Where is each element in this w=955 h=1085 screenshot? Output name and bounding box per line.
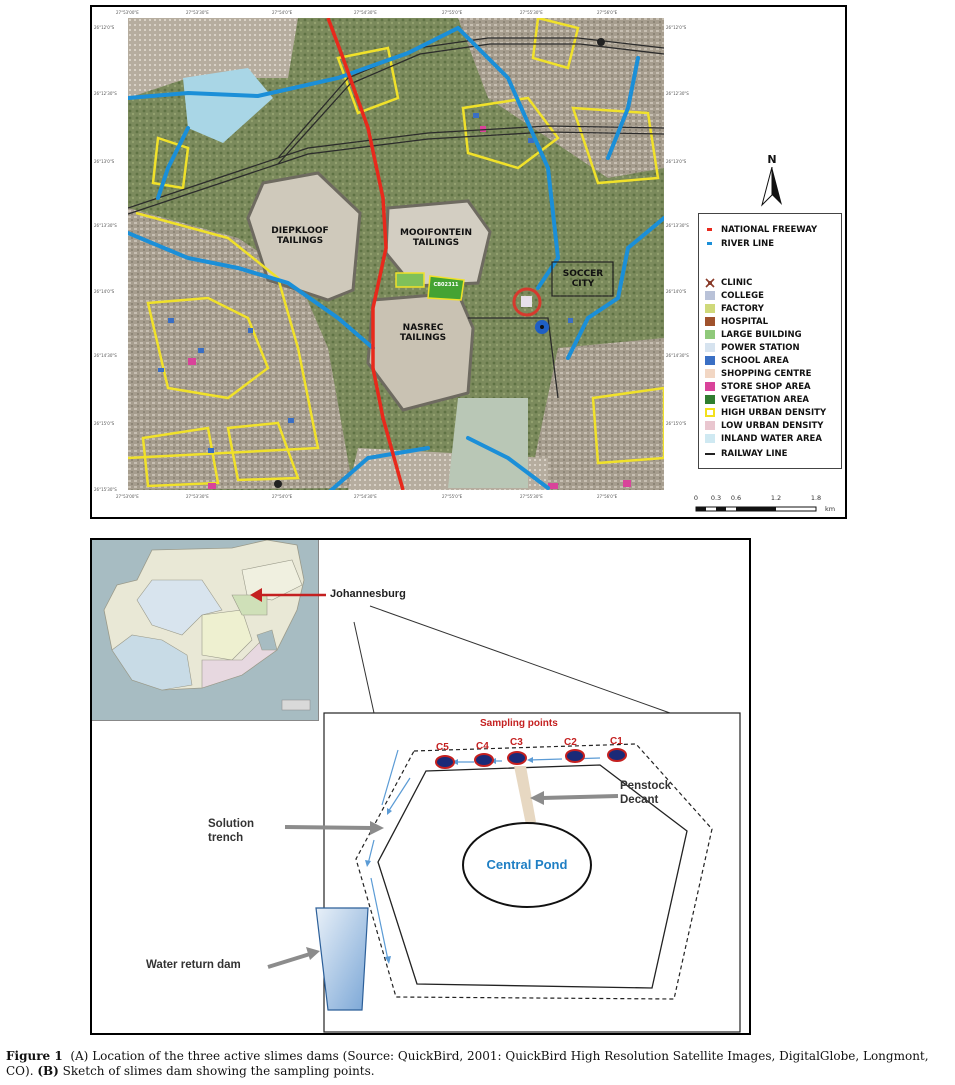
legend-item-factory (705, 303, 764, 314)
mooifontein-label-line2: TAILINGS (412, 238, 460, 248)
shopping-centre-swatch-icon (705, 369, 715, 378)
penstock-decant-label (620, 779, 671, 807)
figure-caption (6, 1049, 950, 1079)
soccer-city-label (554, 269, 612, 289)
low-urban-swatch-icon (705, 421, 715, 430)
sampling-point-c2: C2 (564, 737, 577, 748)
legend-item-inland-water-area (705, 433, 822, 444)
legend-item-shopping-centre (705, 368, 811, 379)
vegetation-swatch-icon (705, 395, 715, 404)
diepkloof-label-line2: TAILINGS (276, 236, 324, 246)
large-building-swatch-icon (705, 330, 715, 339)
map-legend (698, 213, 842, 469)
diepkloof-label-line1: DIEPKLOOF (271, 226, 329, 236)
coord-top-4: 27°54'30"E (354, 10, 377, 15)
scale-tick-0: 0 (693, 494, 699, 502)
legend-label: VEGETATION AREA (721, 394, 809, 405)
coord-top-2: 27°53'30"E (186, 10, 209, 15)
coord-bottom-3: 27°54'0"E (272, 494, 293, 499)
coord-left-3: 26°13'0"S (94, 159, 115, 164)
solution-label-line2: trench (208, 832, 244, 844)
legend-label: INLAND WATER AREA (721, 433, 822, 444)
legend-item-store-shop-area (705, 381, 811, 392)
scale-bar-graphic (692, 504, 842, 518)
legend-item-high-urban-density (705, 407, 826, 418)
coord-bottom-6: 27°55'30"E (520, 494, 543, 499)
sampling-point-c5: C5 (436, 742, 449, 753)
clinic-symbol-icon (705, 278, 715, 287)
coord-right-1: 26°12'0"S (666, 25, 687, 30)
legend-item-national-freeway (705, 224, 817, 235)
coord-top-3: 27°54'0"E (272, 10, 293, 15)
legend-item-railway-line (705, 448, 787, 459)
scale-tick-4: 1.8 (810, 494, 822, 502)
coord-bottom-7: 27°56'0"E (597, 494, 618, 499)
legend-label: FACTORY (721, 303, 764, 314)
penstock-label-line1: Penstock (620, 780, 672, 792)
coord-left-2: 26°12'30"S (94, 91, 117, 96)
hospital-swatch-icon (705, 317, 715, 326)
caption-text-a: Location of the three active slimes dams (Source: QuickBird, 2001: QuickBird High Resolution Satellite Images, DigitalGlobe, Longmont, CO). (6, 1049, 929, 1078)
legend-item-low-urban-density (705, 420, 823, 431)
coord-left-8: 26°15'30"S (94, 487, 117, 492)
mooifontein-label (396, 228, 476, 248)
coord-right-6: 26°14'30"S (666, 353, 689, 358)
north-arrow (760, 153, 784, 209)
solution-label-line1: Solution (208, 818, 254, 830)
legend-label: SCHOOL AREA (721, 355, 789, 366)
scale-tick-2: 0.6 (730, 494, 742, 502)
blue-line-icon (705, 239, 715, 248)
school-area-swatch-icon (705, 356, 715, 365)
store-shop-swatch-icon (705, 382, 715, 391)
sampling-points-title: Sampling points (480, 718, 558, 729)
coord-top-7: 27°56'0"E (597, 10, 618, 15)
diepkloof-label (260, 226, 340, 246)
legend-label: LARGE BUILDING (721, 329, 802, 340)
legend-label: STORE SHOP AREA (721, 381, 811, 392)
coord-right-7: 26°15'0"S (666, 421, 687, 426)
soccer-city-label-line1: SOCCER (562, 269, 604, 279)
red-line-icon (705, 225, 715, 234)
satellite-map[interactable] (128, 18, 664, 490)
coord-bottom-4: 27°54'30"E (354, 494, 377, 499)
water-return-dam-label: Water return dam (146, 959, 241, 971)
legend-label: LOW URBAN DENSITY (721, 420, 824, 431)
coord-left-5: 26°14'0"S (94, 289, 115, 294)
inland-water-swatch-icon (705, 434, 715, 443)
legend-label: COLLEGE (721, 290, 764, 301)
legend-label: POWER STATION (721, 342, 800, 353)
factory-swatch-icon (705, 304, 715, 313)
legend-label: CLINIC (721, 277, 753, 288)
legend-item-large-building (705, 329, 802, 340)
coord-left-6: 26°14'30"S (94, 353, 117, 358)
figure-number: Figure 1 (6, 1049, 63, 1063)
sampling-point-c3: C3 (510, 737, 523, 748)
caption-text-b: Sketch of slimes dam showing the sampling points. (62, 1064, 375, 1078)
legend-label: RAILWAY LINE (721, 448, 788, 459)
caption-label-a: (A) (70, 1049, 89, 1063)
coord-left-7: 26°15'0"S (94, 421, 115, 426)
coord-bottom-2: 27°53'30"E (186, 494, 209, 499)
sketch-panel-b (90, 538, 751, 1035)
scale-tick-1: 0.3 (710, 494, 722, 502)
coord-top-6: 27°55'30"E (520, 10, 543, 15)
mooifontein-label-line1: MOOIFONTEIN (399, 228, 473, 238)
legend-label: HIGH URBAN DENSITY (721, 407, 827, 418)
coord-right-5: 26°14'0"S (666, 289, 687, 294)
nasrec-label-line2: TAILINGS (399, 333, 447, 343)
solution-trench-label (208, 817, 254, 845)
penstock-label-line2: Decant (620, 794, 659, 806)
small-tag-label: CB02311 (433, 282, 459, 288)
high-urban-swatch-icon (705, 408, 715, 417)
legend-item-clinic (705, 277, 752, 288)
soccer-city-label-line2: CITY (571, 279, 595, 289)
satellite-map-drawing (128, 18, 664, 490)
coord-left-4: 26°13'30"S (94, 223, 117, 228)
power-station-swatch-icon (705, 343, 715, 352)
legend-item-school-area (705, 355, 789, 366)
coord-top-5: 27°55'0"E (442, 10, 463, 15)
legend-label: HOSPITAL (721, 316, 768, 327)
coord-right-2: 26°12'30"S (666, 91, 689, 96)
college-swatch-icon (705, 291, 715, 300)
north-arrow-icon (760, 167, 784, 207)
legend-item-river-line (705, 238, 774, 249)
scale-tick-3: 1.2 (770, 494, 782, 502)
legend-item-hospital (705, 316, 768, 327)
railway-line-icon (705, 449, 715, 458)
nasrec-label-line1: NASREC (402, 323, 444, 333)
coord-right-4: 26°13'30"S (666, 223, 689, 228)
johannesburg-label: Johannesburg (330, 588, 406, 600)
legend-item-college (705, 290, 764, 301)
caption-label-b: (B) (37, 1064, 59, 1078)
map-panel-a (90, 5, 847, 519)
sampling-point-c4: C4 (476, 741, 489, 752)
legend-label: NATIONAL FREEWAY (721, 224, 818, 235)
scale-unit: km (824, 505, 836, 513)
coord-left-1: 26°12'0"S (94, 25, 115, 30)
coord-top-1: 27°53'00"E (116, 10, 139, 15)
coord-bottom-1: 27°53'00"E (116, 494, 139, 499)
nasrec-label (383, 323, 463, 343)
sampling-point-c1: C1 (610, 736, 623, 747)
legend-item-power-station (705, 342, 800, 353)
legend-label: RIVER LINE (721, 238, 775, 249)
north-label: N (767, 153, 777, 166)
coord-right-3: 26°13'0"S (666, 159, 687, 164)
central-pond-label: Central Pond (486, 857, 568, 872)
legend-label: SHOPPING CENTRE (721, 368, 812, 379)
scale-bar (692, 494, 842, 520)
coord-bottom-5: 27°55'0"E (442, 494, 463, 499)
legend-item-vegetation-area (705, 394, 809, 405)
